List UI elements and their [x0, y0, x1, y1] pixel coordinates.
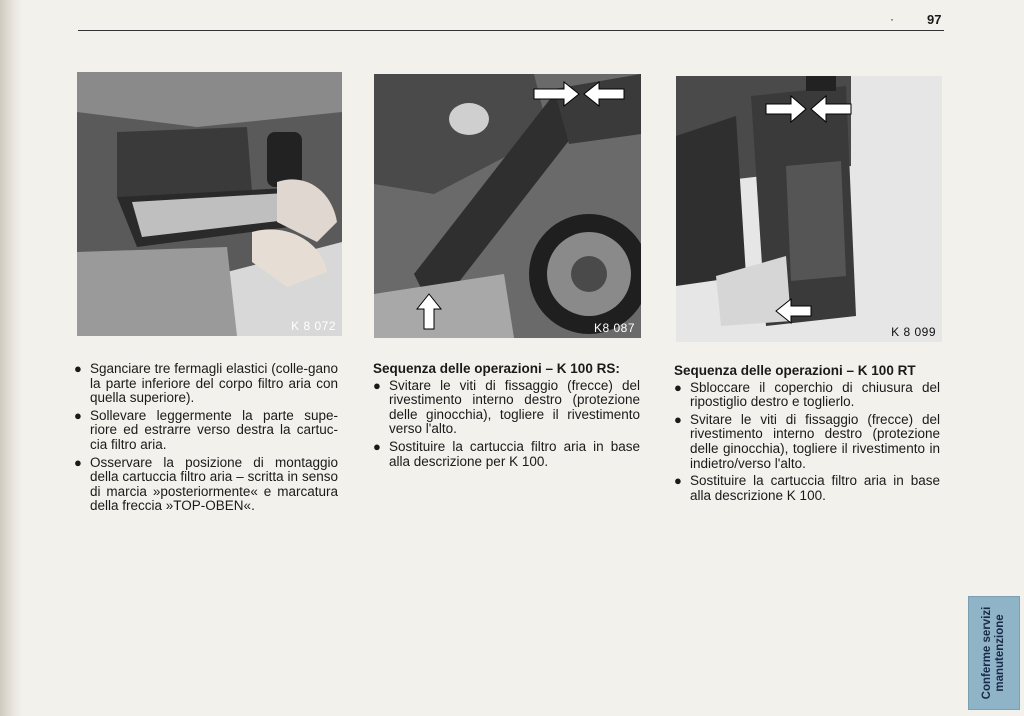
- section-heading-k100rt: Sequenza delle operazioni – K 100 RT: [674, 363, 916, 378]
- list-item: [74, 362, 338, 406]
- bullet-icon: ●: [674, 411, 682, 427]
- list-item-text: Osservare la posizione di montaggio della cartuccia filtro aria – scritta in senso di marcia »posteriormente« e marcatura della freccia »TOP-OBEN«.: [90, 454, 338, 514]
- page-number: 97: [927, 12, 942, 27]
- list-item: [74, 409, 338, 453]
- list-item: [674, 381, 940, 410]
- list-item-text: Sganciare tre fermagli elastici (colle-gano la parte inferiore del corpo filtro aria con quella superiore).: [90, 361, 338, 406]
- list-item: [373, 440, 640, 469]
- list-item: [674, 474, 940, 503]
- list-item: [674, 413, 940, 471]
- list-item: [74, 456, 338, 514]
- section-tab-line-1: Conferme servizi: [981, 606, 993, 700]
- section-tab-maintenance: [968, 596, 1020, 710]
- photo-3-illustration: [676, 76, 942, 342]
- instructions-column-1: [74, 362, 338, 517]
- list-item: [373, 379, 640, 437]
- instructions-list-1: [74, 362, 338, 514]
- bullet-icon: ●: [373, 377, 381, 393]
- bullet-icon: ●: [74, 361, 82, 376]
- bullet-icon: ●: [74, 407, 82, 423]
- header-rule: [78, 30, 944, 31]
- photo-label-3: K 8 099: [891, 325, 936, 339]
- bullet-icon: ●: [674, 379, 682, 395]
- instructions-column-2: [373, 362, 640, 472]
- list-item-text: Svitare le viti di fissaggio (frecce) del rivestimento interno destro (protezione delle ginocchia), togliere il rivestimento in indietro/verso l'alto.: [690, 411, 940, 471]
- bullet-icon: ●: [74, 454, 82, 470]
- section-heading-k100rs: Sequenza delle operazioni – K 100 RS:: [373, 361, 620, 376]
- bullet-icon: ●: [373, 438, 381, 454]
- bullet-icon: ●: [674, 473, 682, 489]
- list-item-text: Svitare le viti di fissaggio (frecce) del rivestimento interno destro (protezione delle ginocchia), togliere il rivestimento verso l'alto.: [389, 377, 640, 437]
- photo-label-1: K 8 072: [291, 319, 336, 333]
- header-dot: ·: [890, 12, 894, 26]
- section-tab-text: [981, 607, 1007, 700]
- list-item-text: Sostituire la cartuccia filtro aria in base alla descrizione K 100.: [690, 473, 940, 503]
- photo-k100rt-fairing: [676, 76, 942, 342]
- list-item-text: Sollevare leggermente la parte supe-riore ed estrarre verso destra la cartuc-cia filtro aria.: [90, 407, 338, 452]
- photo-1-illustration: [77, 72, 342, 336]
- photo-label-2: K8 087: [593, 321, 635, 335]
- photo-k100rs-fairing: [374, 74, 641, 338]
- instructions-list-2: [373, 379, 640, 470]
- photo-2-illustration: [374, 74, 641, 338]
- page-binding-edge: [0, 0, 22, 716]
- instructions-column-3: [674, 364, 940, 506]
- list-item-text: Sbloccare il coperchio di chiusura del ripostiglio destro e toglierlo.: [690, 379, 940, 410]
- section-tab-line-2: manutenzione: [994, 614, 1006, 692]
- list-item-text: Sostituire la cartuccia filtro aria in base alla descrizione per K 100.: [389, 438, 640, 469]
- instructions-list-3: [674, 381, 940, 504]
- photo-air-filter-removal: [77, 72, 342, 336]
